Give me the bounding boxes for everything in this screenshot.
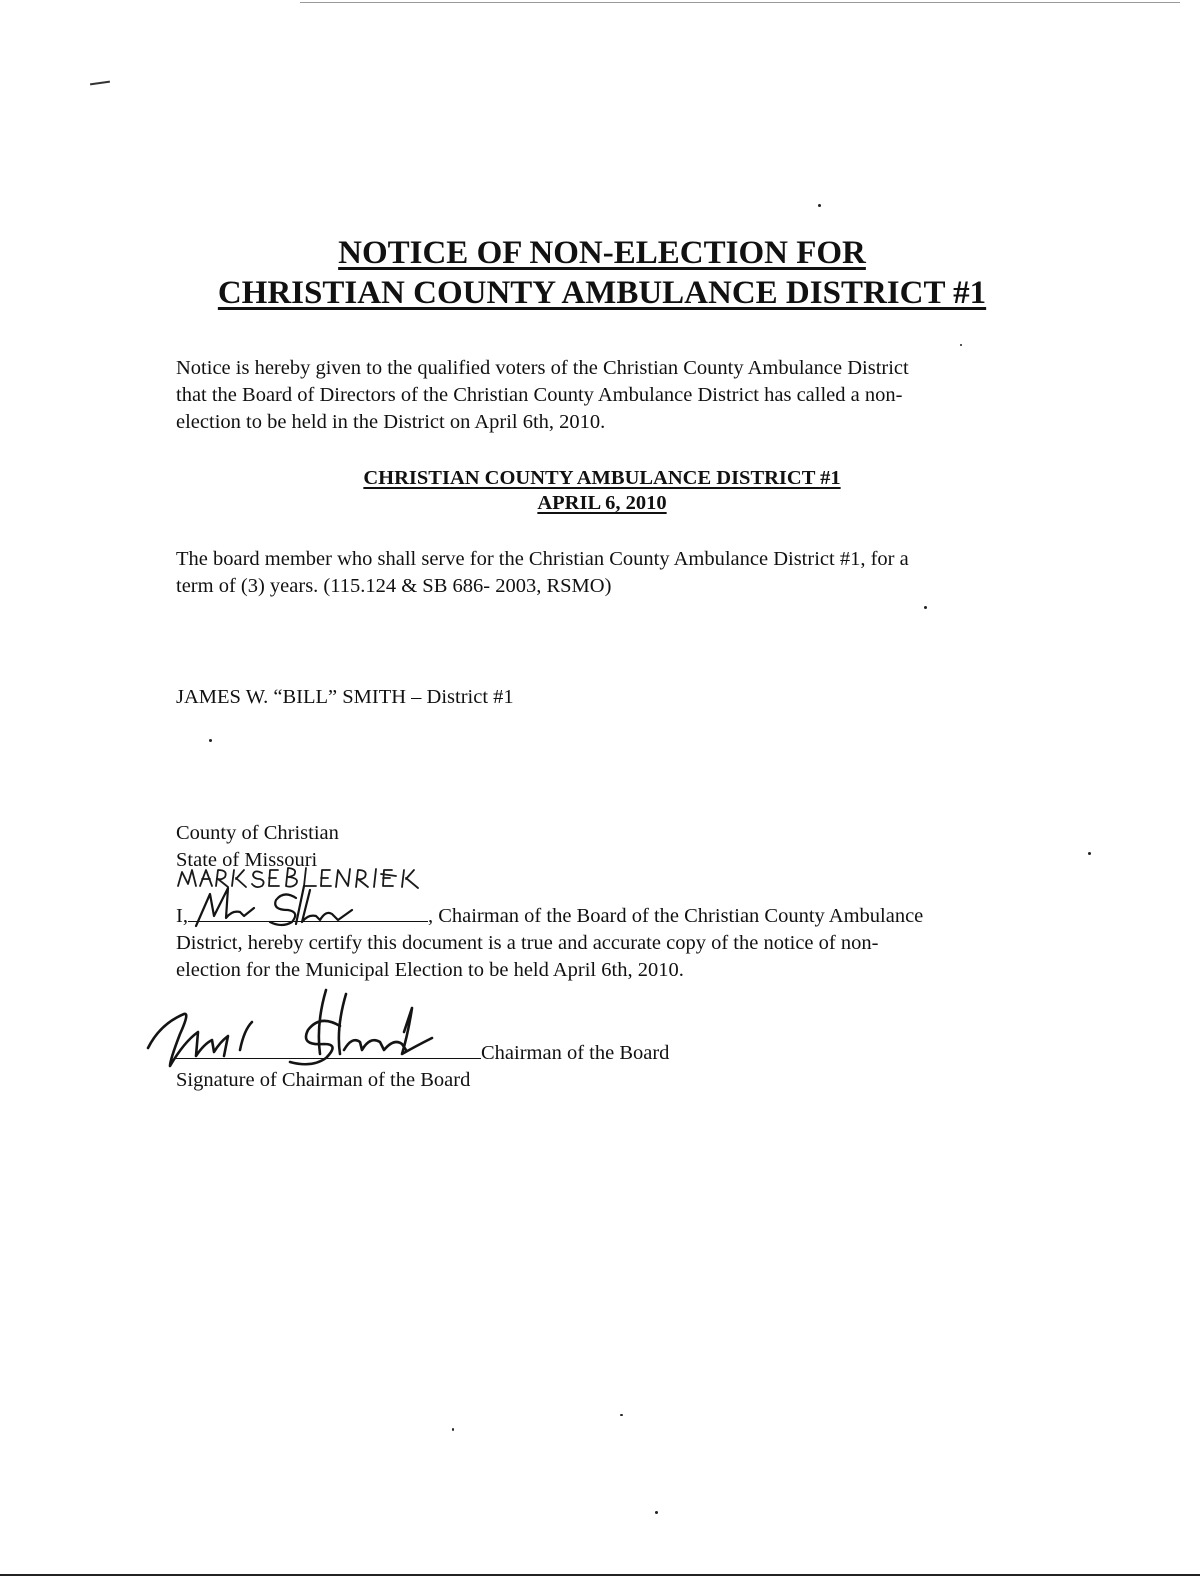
subheading-line-2: APRIL 6, 2010 (537, 492, 667, 514)
title-line-2: CHRISTIAN COUNTY AMBULANCE DISTRICT #1 (217, 275, 987, 311)
candidate-name: JAMES W. “BILL” SMITH – District #1 (176, 686, 514, 708)
subheading-line-1: CHRISTIAN COUNTY AMBULANCE DISTRICT #1 (363, 467, 841, 489)
term-line-1: The board member who shall serve for the Christian County Ambulance District #1, for a (176, 548, 909, 570)
term-paragraph (176, 546, 909, 600)
scan-speck (452, 1428, 454, 1431)
document-title (150, 233, 1054, 313)
chairman-signature (140, 984, 460, 1070)
scan-speck (620, 1414, 623, 1416)
notice-line-1: Notice is hereby given to the qualified voters of the Christian County Ambulance District (176, 357, 909, 379)
scan-speck (960, 344, 962, 346)
scan-speck (924, 606, 927, 609)
scan-speck (209, 739, 212, 742)
notice-paragraph (176, 355, 909, 436)
title-line-1: NOTICE OF NON-ELECTION FOR (338, 235, 866, 271)
scan-speck (1088, 852, 1091, 855)
certification-prefix: I, (176, 905, 188, 927)
chairman-title: Chairman of the Board (481, 1042, 670, 1064)
scan-mark (90, 81, 110, 86)
certification-line-3: election for the Municipal Election to be held April 6th, 2010. (176, 959, 684, 981)
scan-speck (818, 204, 821, 207)
notice-line-2: that the Board of Directors of the Christian County Ambulance District has called a non- (176, 384, 903, 406)
county-line: County of Christian (176, 822, 339, 844)
initial-signature (192, 880, 422, 930)
state-line: State of Missouri (176, 849, 318, 871)
certification-line-2: District, hereby certify this document is a true and accurate copy of the notice of non- (176, 932, 879, 954)
certification-line-1-text: , Chairman of the Board of the Christian County Ambulance (427, 905, 924, 927)
scan-edge-bottom (0, 1574, 1200, 1576)
notice-line-3: election to be held in the District on April 6th, 2010. (176, 411, 606, 433)
scan-speck (655, 1511, 658, 1514)
term-line-2: term of (3) years. (115.124 & SB 686- 2003, RSMO) (176, 575, 612, 597)
signature-caption: Signature of Chairman of the Board (176, 1069, 471, 1091)
election-subheading (150, 466, 1054, 516)
scan-edge-top (300, 2, 1180, 3)
